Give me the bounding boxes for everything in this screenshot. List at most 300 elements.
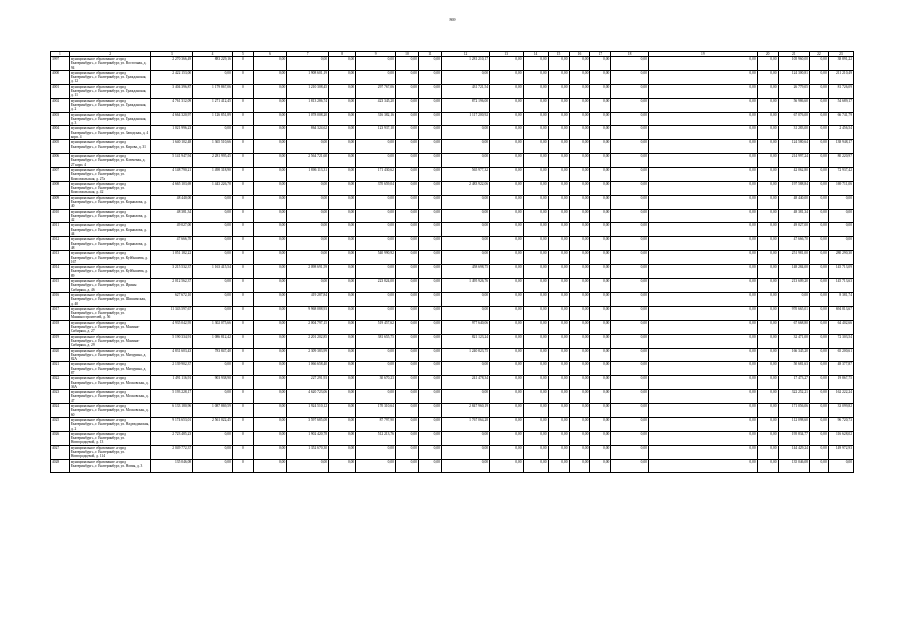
table-cell: 0,00	[648, 279, 757, 293]
table-cell: 0,00	[523, 279, 548, 293]
table-cell: 135 046,08	[778, 459, 809, 473]
table-cell: 72 937,42	[828, 167, 853, 181]
table-cell: 0,00	[590, 223, 611, 237]
table-cell: 0,00	[809, 417, 828, 431]
table-cell: 0,00	[757, 140, 778, 154]
table-cell: 0	[232, 292, 253, 306]
table-cell: 48 377,87	[828, 362, 853, 376]
table-cell: 0,00	[441, 390, 489, 404]
table-cell: 0,00	[757, 112, 778, 126]
table-cell: 0,00	[193, 362, 233, 376]
table-cell: 0,00	[418, 57, 441, 71]
table-cell: 0	[232, 376, 253, 390]
table-cell: 0,00	[569, 126, 590, 140]
table-cell: 0,00	[757, 57, 778, 71]
table-cell: 0,00	[395, 209, 418, 223]
table-cell: 0,00	[356, 154, 396, 168]
row-number: 4023	[51, 390, 70, 404]
table-cell: 3 404 396,87	[151, 84, 193, 98]
table-cell: 0,00	[287, 459, 329, 473]
table-cell: 0,00	[418, 376, 441, 390]
table-cell: 0,00	[809, 195, 828, 209]
table-cell: 0,00	[193, 126, 233, 140]
table-cell: 0,00	[611, 237, 649, 251]
table-row	[51, 404, 854, 418]
table-cell: 4 935 042,95	[151, 320, 193, 334]
table-cell: 783 847,40	[193, 348, 233, 362]
table-cell: 0,00	[418, 279, 441, 293]
table-cell: 540 990,92	[356, 251, 396, 265]
table-cell: 0,00	[395, 84, 418, 98]
table-cell: 0,00	[828, 223, 853, 237]
table-row	[51, 431, 854, 445]
table-cell: 0,00	[490, 334, 523, 348]
table-cell: 0,00	[193, 445, 233, 459]
table-row	[51, 390, 854, 404]
table-cell: 0,00	[253, 251, 286, 265]
table-cell: 213 609,20	[778, 279, 809, 293]
table-cell: 0,00	[757, 251, 778, 265]
row-number: 4003	[51, 112, 70, 126]
table-cell: 0,00	[395, 57, 418, 71]
table-cell: 0,00	[395, 265, 418, 279]
table-cell: 0,00	[329, 98, 356, 112]
table-cell: 0,00	[395, 112, 418, 126]
table-cell: 2 483 922,06	[441, 181, 489, 195]
table-cell: 0,00	[253, 112, 286, 126]
table-cell: 1 352 670,30	[287, 445, 329, 459]
address-cell: муниципальное образование «город Екатеринбург», г. Екатеринбург, ул. Московская, д. 47	[69, 390, 151, 404]
table-cell: 0	[232, 195, 253, 209]
table-cell: 0,00	[611, 195, 649, 209]
table-cell: 2 564 721,60	[287, 154, 329, 168]
table-cell: 0,00	[395, 306, 418, 320]
table-cell: 0,00	[548, 348, 569, 362]
address-cell: муниципальное образование «город Екатеринбург», г. Екатеринбург, ул. Новгородцевой, д. 114	[69, 445, 151, 459]
table-cell: 0,00	[523, 348, 548, 362]
table-cell: 30 670,23	[356, 376, 396, 390]
table-cell: 0,00	[569, 167, 590, 181]
table-cell: 0	[232, 57, 253, 71]
table-cell: 171 056,06	[778, 404, 809, 418]
table-cell: 0,00	[611, 279, 649, 293]
table-cell: 0,00	[809, 181, 828, 195]
table-cell: 1 163 415,54	[193, 265, 233, 279]
table-cell: 5 190 334,91	[151, 334, 193, 348]
table-cell: 0,00	[809, 306, 828, 320]
table-cell: 977 640,06	[441, 320, 489, 334]
table-cell: 0,00	[590, 112, 611, 126]
table-cell: 0,00	[356, 209, 396, 223]
table-cell: 0,00	[648, 376, 757, 390]
table-cell: 1 924 510,12	[287, 404, 329, 418]
table-cell: 0,00	[757, 404, 778, 418]
column-header: 3	[151, 52, 193, 57]
row-number: 4013	[51, 251, 70, 265]
table-cell: 1 240 823,75	[441, 348, 489, 362]
table-cell: 0	[232, 431, 253, 445]
table-cell: 162 222,24	[828, 390, 853, 404]
table-cell: 0	[232, 404, 253, 418]
table-cell: 0,00	[548, 57, 569, 71]
table-cell: 0,00	[395, 445, 418, 459]
table-cell: 0,00	[490, 279, 523, 293]
table-cell: 423 345,20	[356, 98, 396, 112]
table-cell: 0,00	[611, 417, 649, 431]
table-cell: 0,00	[828, 237, 853, 251]
table-cell: 0,00	[648, 195, 757, 209]
column-header: 1	[51, 52, 70, 57]
table-cell: 4 761 312,09	[151, 98, 193, 112]
table-cell: 0,00	[548, 334, 569, 348]
table-cell: 4 148 790,21	[151, 167, 193, 181]
table-cell: 0,00	[548, 70, 569, 84]
table-cell: 0,00	[329, 320, 356, 334]
table-cell: 1 078 008,20	[287, 112, 329, 126]
table-cell: 0,00	[757, 279, 778, 293]
table-cell: 49 027,00	[778, 223, 809, 237]
table-cell: 0,00	[253, 84, 286, 98]
table-cell: 0,00	[611, 98, 649, 112]
column-header: 20	[757, 52, 778, 57]
table-cell: 0,00	[590, 167, 611, 181]
table-cell: 0,00	[287, 140, 329, 154]
table-row	[51, 195, 854, 209]
table-cell: 0,00	[757, 417, 778, 431]
table-cell: 123 937,10	[356, 126, 396, 140]
table-cell: 0,00	[569, 334, 590, 348]
table-cell: 0,00	[548, 223, 569, 237]
table-cell: 0,00	[809, 167, 828, 181]
table-cell: 0,00	[648, 57, 757, 71]
table-cell: 0,00	[490, 376, 523, 390]
table-cell: 0,00	[569, 279, 590, 293]
table-cell: 0,00	[757, 348, 778, 362]
table-cell: 0,00	[395, 70, 418, 84]
data-table	[50, 51, 854, 473]
table-cell: 0,00	[490, 251, 523, 265]
table-row	[51, 362, 854, 376]
table-cell: 1 365 510,66	[193, 140, 233, 154]
table-cell: 0	[232, 320, 253, 334]
table-cell: 17 473,27	[778, 376, 809, 390]
table-cell: 0,00	[809, 334, 828, 348]
table-cell: 0,00	[757, 167, 778, 181]
table-cell: 0,00	[648, 181, 757, 195]
table-cell: 1 495 926,76	[441, 279, 489, 293]
table-cell: 0,00	[523, 154, 548, 168]
table-cell: 0,00	[569, 237, 590, 251]
table-cell: 0,00	[395, 459, 418, 473]
table-cell: 0	[232, 112, 253, 126]
row-number: 4026	[51, 431, 70, 445]
table-body	[51, 57, 854, 473]
table-cell: 0,00	[757, 98, 778, 112]
address-cell: муниципальное образование «город Екатеринбург», г. Екатеринбург, ул. Корнилова, д. 48	[69, 237, 151, 251]
table-cell: 5 141 947,94	[151, 154, 193, 168]
table-cell: 0,00	[757, 320, 778, 334]
table-cell: 280 290,30	[828, 251, 853, 265]
table-cell: 1 066 658,40	[287, 362, 329, 376]
table-cell: 2 012 562,37	[151, 279, 193, 293]
address-cell: муниципальное образование «город Екатеринбург», г. Екатеринбург, ул. Корнилова, д. 40	[69, 195, 151, 209]
table-cell: 0,00	[356, 348, 396, 362]
row-number: 4012	[51, 237, 70, 251]
table-cell: 0,00	[757, 376, 778, 390]
column-header: 21	[778, 52, 809, 57]
table-cell: 0,00	[523, 223, 548, 237]
row-number: 4002	[51, 98, 70, 112]
table-cell: 197 588,84	[778, 181, 809, 195]
table-row	[51, 292, 854, 306]
table-cell: 0,00	[648, 251, 757, 265]
address-cell: муниципальное образование «город Екатеринбург», г. Екатеринбург, ул. Корнилова, д. 44	[69, 223, 151, 237]
table-cell: 0,00	[548, 126, 569, 140]
table-cell: 3 215 532,37	[151, 265, 193, 279]
column-header: 9	[356, 52, 396, 57]
table-cell: 0,00	[590, 334, 611, 348]
table-cell: 0,00	[590, 459, 611, 473]
address-cell: муниципальное образование «город Екатеринбург», г. Екатеринбург, ул. Комсомольская, д. 27а	[69, 167, 151, 181]
table-cell: 0,00	[569, 140, 590, 154]
table-row	[51, 112, 854, 126]
table-row	[51, 70, 854, 84]
table-row	[51, 459, 854, 473]
table-cell: 0	[232, 70, 253, 84]
table-cell: 0,00	[590, 154, 611, 168]
row-number: 4009	[51, 195, 70, 209]
column-header: 10	[395, 52, 418, 57]
table-cell: 0,00	[611, 334, 649, 348]
row-number: 4019	[51, 334, 70, 348]
table-cell: 0,00	[490, 265, 523, 279]
row-number: 4011	[51, 223, 70, 237]
table-cell: 2 422 153,00	[151, 70, 193, 84]
table-cell: 0,00	[329, 404, 356, 418]
table-cell: 49 027,00	[151, 223, 193, 237]
table-cell: 0,00	[329, 376, 356, 390]
address-cell: муниципальное образование «город Екатеринбург», г. Екатеринбург, ул. Комсомольская, д. 42	[69, 181, 151, 195]
table-row	[51, 154, 854, 168]
table-cell: 512 213,76	[356, 431, 396, 445]
table-cell: 65 200,61	[828, 348, 853, 362]
table-row	[51, 251, 854, 265]
table-cell: 2 723 485,23	[151, 431, 193, 445]
table-cell: 0,00	[809, 404, 828, 418]
table-cell: 0,00	[590, 306, 611, 320]
table-cell: 0,00	[548, 279, 569, 293]
address-cell: муниципальное образование «город Екатеринбург», г. Екатеринбург, ул. Гражданская, д. 2	[69, 98, 151, 112]
table-cell: 0,00	[356, 390, 396, 404]
table-cell: 0,00	[757, 445, 778, 459]
table-cell: 0,00	[193, 279, 233, 293]
table-cell: 0,00	[828, 195, 853, 209]
table-cell: 0,00	[418, 70, 441, 84]
table-cell: 2 004 797,15	[287, 320, 329, 334]
table-cell: 0,00	[329, 140, 356, 154]
table-cell: 0,00	[287, 223, 329, 237]
table-cell: 0,00	[490, 431, 523, 445]
table-cell: 0,00	[523, 334, 548, 348]
table-cell: 0,00	[611, 306, 649, 320]
address-cell: муниципальное образование «город Екатеринбург», г. Екатеринбург, ул. Мичурина, д. 82А	[69, 348, 151, 362]
table-cell: 0,00	[329, 292, 356, 306]
table-cell: 0,00	[611, 404, 649, 418]
table-cell: 4 665 103,69	[151, 181, 193, 195]
table-cell: 1 908 601,19	[287, 70, 329, 84]
table-cell: 0,00	[523, 126, 548, 140]
table-cell: 2 456,54	[828, 126, 853, 140]
table-cell: 1 210 308,45	[287, 84, 329, 98]
table-cell: 0,00	[611, 445, 649, 459]
table-cell: 0,00	[287, 195, 329, 209]
address-cell: муниципальное образование «город Екатеринбург», г. Екатеринбург, ул. Кирова, д. 31	[69, 140, 151, 154]
table-cell: 0,00	[809, 390, 828, 404]
table-cell: 0,00	[523, 417, 548, 431]
table-cell: 0,00	[757, 334, 778, 348]
table-cell: 0,00	[441, 126, 489, 140]
table-cell: 0,00	[418, 195, 441, 209]
table-cell: 0,00	[395, 334, 418, 348]
table-row	[51, 237, 854, 251]
table-cell: 214 997,24	[778, 154, 809, 168]
table-cell: 0,00	[490, 320, 523, 334]
table-cell: 0,00	[548, 140, 569, 154]
table-cell: 0,00	[490, 181, 523, 195]
address-cell: муниципальное образование «город Екатеринбург», г. Екатеринбург, ул. Ключевая, д. 27 корп. 4	[69, 154, 151, 168]
table-cell: 0,00	[590, 320, 611, 334]
table-cell: 0,00	[490, 140, 523, 154]
table-cell: 0,00	[490, 154, 523, 168]
table-cell: 0,00	[329, 265, 356, 279]
table-cell: 0,00	[329, 417, 356, 431]
row-number: 4025	[51, 417, 70, 431]
table-cell: 0,00	[329, 459, 356, 473]
table-cell: 105 960,00	[778, 57, 809, 71]
table-cell: 0,00	[490, 84, 523, 98]
table-cell: 0,00	[395, 320, 418, 334]
table-cell: 0,00	[490, 70, 523, 84]
table-cell: 0,00	[490, 98, 523, 112]
table-cell: 0,00	[523, 459, 548, 473]
table-cell: 0,00	[590, 70, 611, 84]
table-cell: 0,00	[590, 279, 611, 293]
row-number: 4024	[51, 404, 70, 418]
table-cell: 0,00	[569, 362, 590, 376]
table-row	[51, 320, 854, 334]
table-cell: 0,00	[648, 112, 757, 126]
table-cell: 0,00	[648, 404, 757, 418]
table-cell: 0	[232, 459, 253, 473]
table-cell: 0,00	[329, 306, 356, 320]
table-cell: 48 440,00	[151, 195, 193, 209]
table-cell: 0,00	[418, 251, 441, 265]
table-cell: 0,00	[611, 390, 649, 404]
table-cell: 0,00	[356, 70, 396, 84]
table-cell: 0,00	[757, 237, 778, 251]
table-cell: 0,00	[253, 154, 286, 168]
table-cell: 0,00	[548, 112, 569, 126]
table-cell: 0,00	[253, 445, 286, 459]
table-cell: 116 628,02	[828, 431, 853, 445]
table-cell: 1 443 226,78	[193, 181, 233, 195]
table-cell: 0,00	[441, 431, 489, 445]
table-cell: 0,00	[757, 431, 778, 445]
table-cell: 0,00	[356, 292, 396, 306]
row-number: 4027	[51, 445, 70, 459]
row-number: 4006	[51, 154, 70, 168]
table-cell: 519 457,62	[356, 320, 396, 334]
table-cell: 0,00	[569, 181, 590, 195]
table-cell: 138 948,17	[828, 140, 853, 154]
table-cell: 0,00	[329, 154, 356, 168]
table-cell: 0,00	[590, 265, 611, 279]
row-number: 4000	[51, 70, 70, 84]
table-cell: 0,00	[809, 154, 828, 168]
table-cell: 0,00	[611, 126, 649, 140]
table-cell: 0,00	[523, 57, 548, 71]
table-cell: 0,00	[548, 98, 569, 112]
table-cell: 81 726,09	[828, 84, 853, 98]
table-cell: 0,00	[193, 459, 233, 473]
table-cell: 0	[232, 154, 253, 168]
table-cell: 0,00	[395, 126, 418, 140]
table-cell: 0,00	[395, 167, 418, 181]
table-cell: 148 284,00	[778, 265, 809, 279]
address-cell: муниципальное образование «город Екатеринбург», г. Екатеринбург, ул. Машиностроителей, д. 56	[69, 306, 151, 320]
table-cell: 5 193 228,17	[151, 390, 193, 404]
table-cell: 821 123,24	[441, 334, 489, 348]
table-cell: 0,00	[611, 70, 649, 84]
table-cell: 0,00	[648, 417, 757, 431]
table-cell: 0,00	[648, 320, 757, 334]
table-cell: 0,00	[395, 181, 418, 195]
table-cell: 0,00	[548, 404, 569, 418]
table-cell: 0,00	[523, 320, 548, 334]
table-cell: 0,00	[253, 223, 286, 237]
table-cell: 0,00	[441, 292, 489, 306]
table-cell: 0,00	[611, 209, 649, 223]
table-cell: 0,00	[441, 70, 489, 84]
table-cell: 0,00	[569, 154, 590, 168]
table-cell: 0,00	[569, 376, 590, 390]
table-cell: 0	[232, 223, 253, 237]
address-cell: муниципальное образование «город Екатеринбург», г. Екатеринбург, ул. Гражданская, д. 11	[69, 84, 151, 98]
table-cell: 0,00	[590, 376, 611, 390]
table-cell: 0,00	[611, 265, 649, 279]
table-cell: 0,00	[253, 98, 286, 112]
table-cell: 0,00	[648, 265, 757, 279]
table-cell: 1 117 200,92	[441, 112, 489, 126]
table-cell: 0,00	[490, 306, 523, 320]
table-cell: 0,00	[648, 292, 757, 306]
table-cell: 0,00	[490, 209, 523, 223]
table-cell: 0,00	[569, 445, 590, 459]
table-cell: 0,00	[548, 237, 569, 251]
column-header: 6	[253, 52, 286, 57]
address-cell: муниципальное образование «город Екатеринбург», г. Екатеринбург, ул. Московская, д. 36А	[69, 376, 151, 390]
table-cell: 0,00	[441, 223, 489, 237]
table-cell: 0,00	[490, 223, 523, 237]
table-cell: 6 133 180,96	[151, 404, 193, 418]
table-cell: 627 672,10	[151, 292, 193, 306]
address-cell: муниципальное образование «город Екатеринбург», г. Екатеринбург, ул. Куйбышева, д. 89	[69, 265, 151, 279]
table-cell: 0,00	[548, 167, 569, 181]
table-cell: 2 847 960,19	[441, 404, 489, 418]
table-cell: 316 382,16	[356, 112, 396, 126]
table-cell: 0,00	[590, 181, 611, 195]
table-cell: 0,00	[523, 209, 548, 223]
